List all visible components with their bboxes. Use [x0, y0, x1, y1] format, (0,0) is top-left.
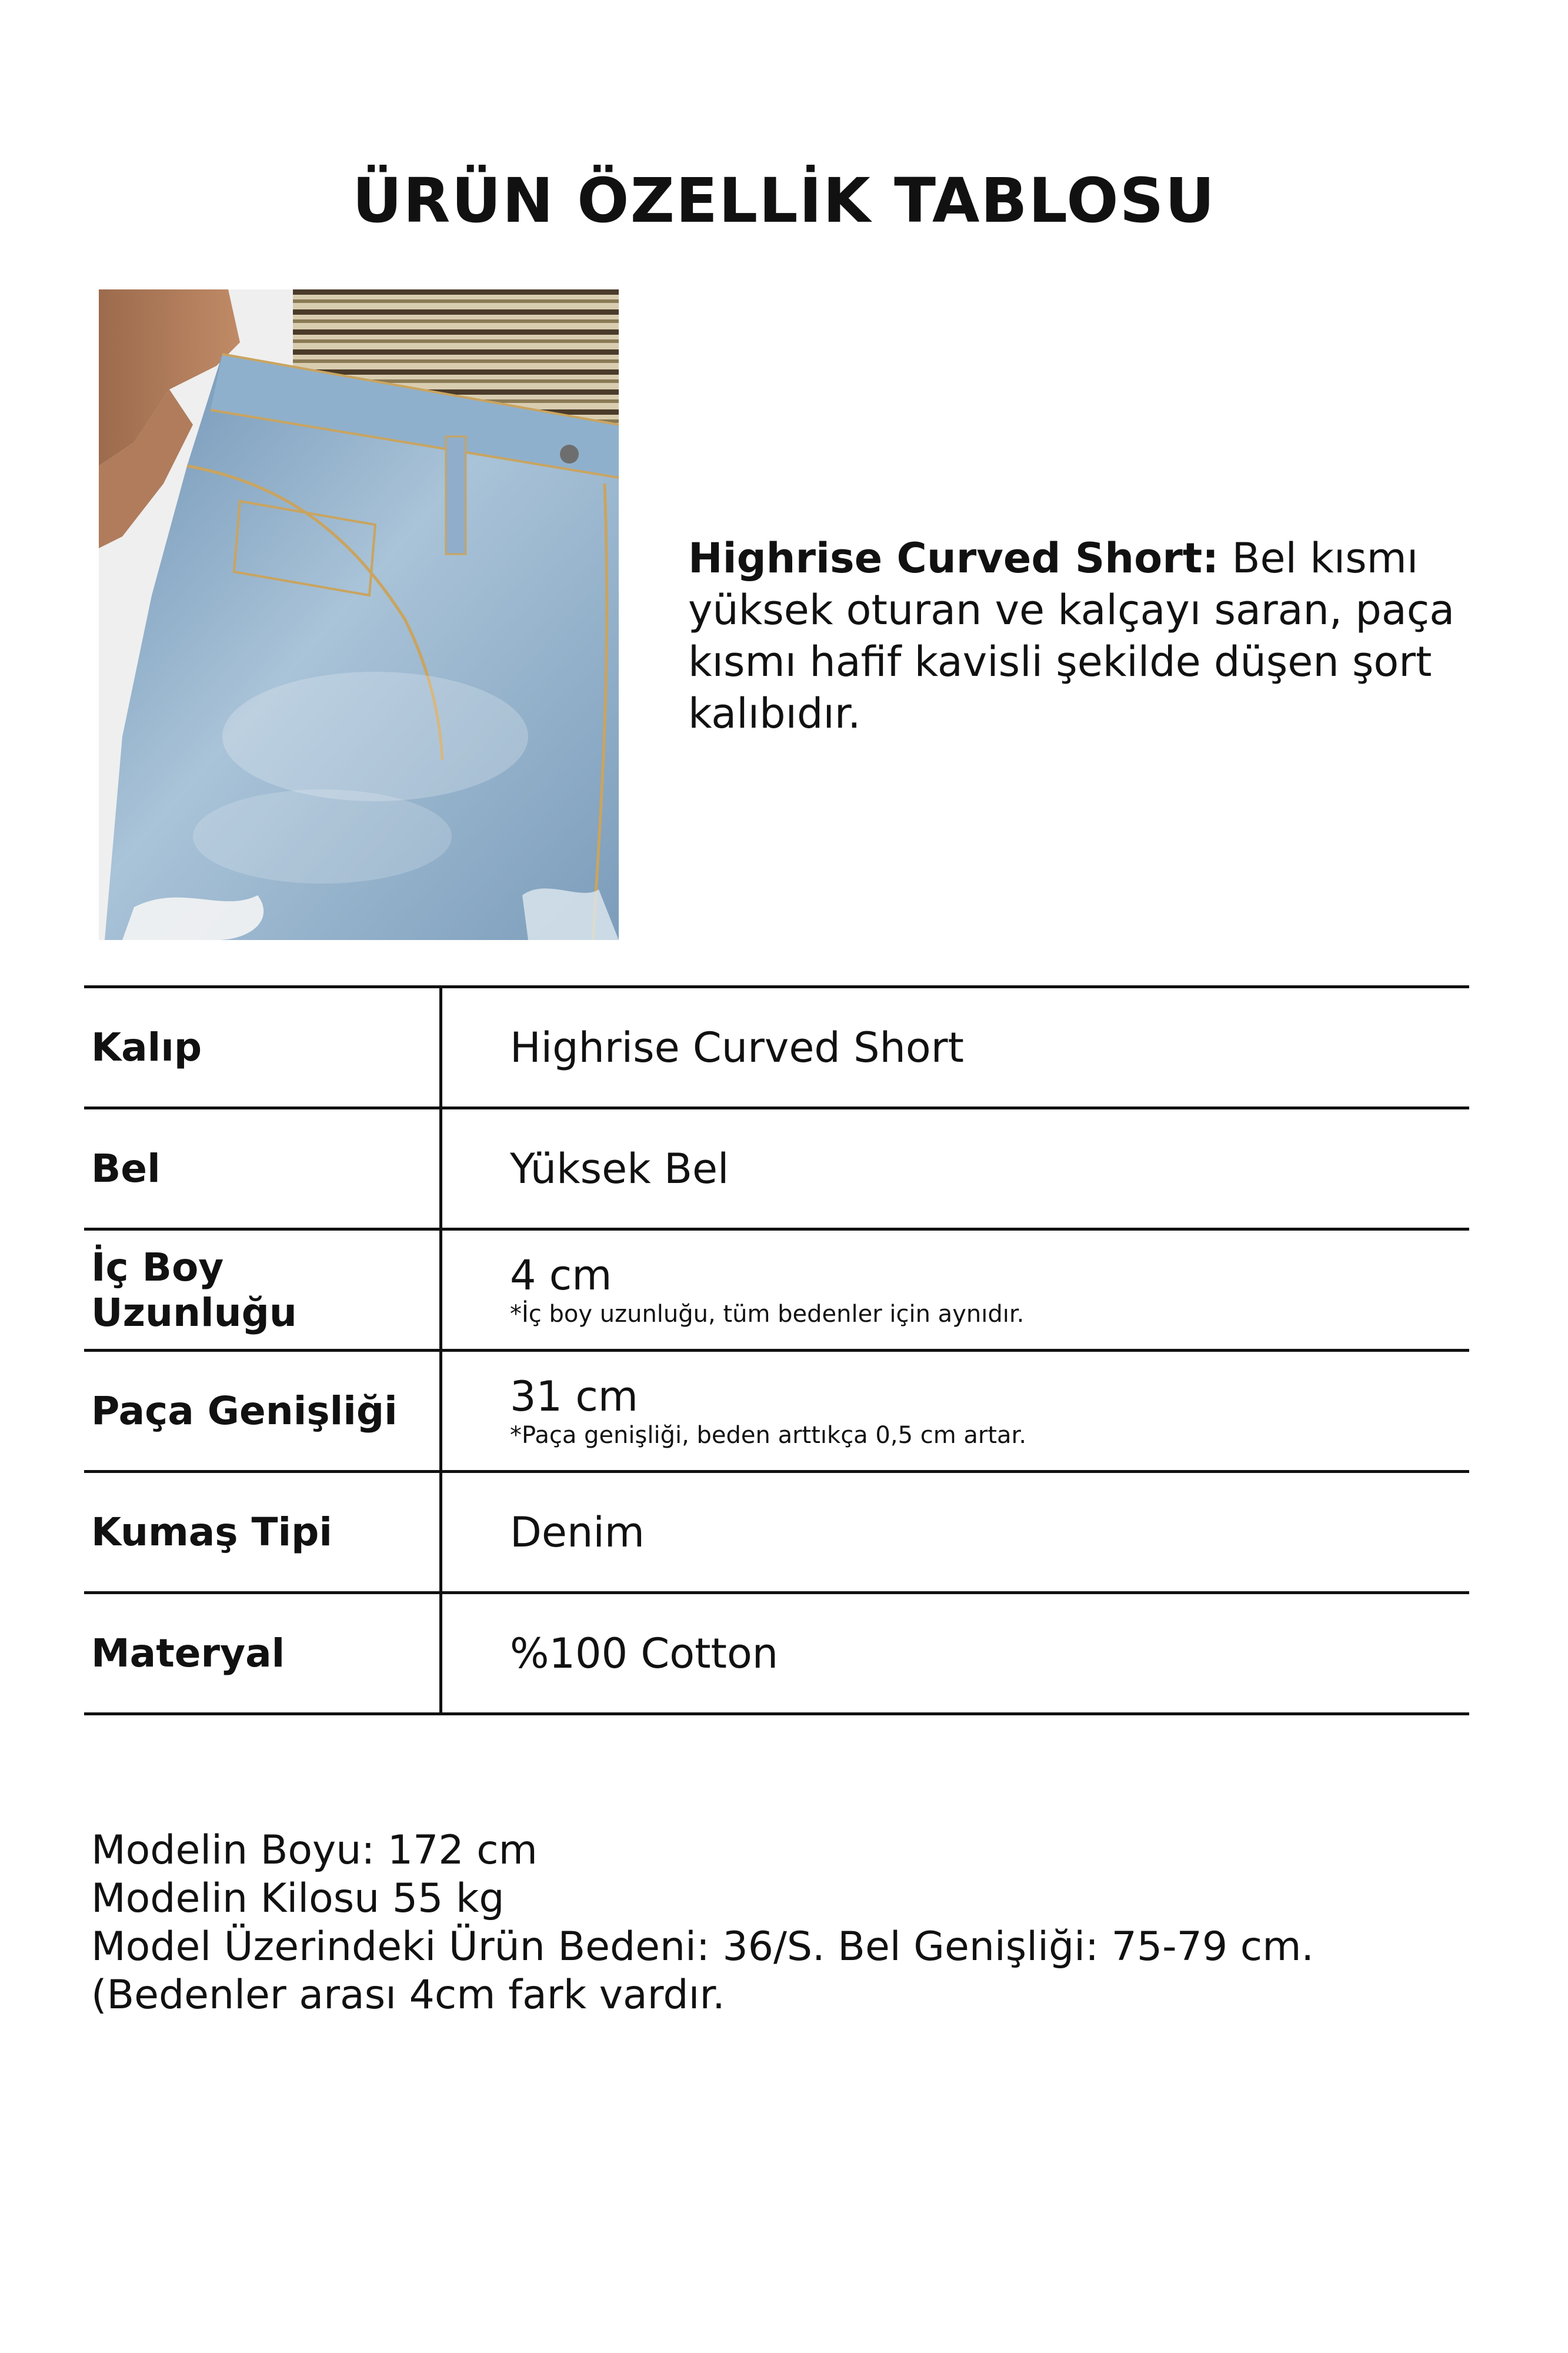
spec-value: 4 cm	[510, 1251, 612, 1299]
spec-label: Materyal	[84, 1593, 441, 1714]
denim-shorts-photo-icon	[99, 289, 619, 940]
spec-value-cell	[441, 1108, 1470, 1229]
spec-label: İç Boy Uzunluğu	[84, 1229, 441, 1351]
table-row	[84, 987, 1469, 1108]
spec-label: Kalıp	[84, 987, 441, 1108]
spec-label: Bel	[84, 1108, 441, 1229]
page-title: ÜRÜN ÖZELLİK TABLOSU	[352, 165, 1216, 236]
spec-value-cell	[441, 987, 1470, 1108]
table-row	[84, 1351, 1469, 1472]
spec-value-cell	[441, 1593, 1470, 1714]
spec-label: Kumaş Tipi	[84, 1472, 441, 1593]
spec-label: Paça Genişliği	[84, 1351, 441, 1472]
model-size: Model Üzerindeki Ürün Bedeni: 36/S. Bel Genişliği: 75-79 cm. (Bedenler arası 4cm fark vardır.	[91, 1924, 1315, 2018]
table-row	[84, 1593, 1469, 1714]
spec-value: Yüksek Bel	[510, 1144, 729, 1193]
product-photo	[99, 289, 619, 940]
spec-value-cell	[441, 1472, 1470, 1593]
table-row	[84, 1472, 1469, 1593]
spec-value: Denim	[510, 1508, 645, 1557]
spec-value-cell	[441, 1351, 1470, 1472]
spec-value: Highrise Curved Short	[510, 1023, 964, 1072]
fit-description-lead: Highrise Curved Short:	[688, 534, 1219, 582]
spec-table	[84, 985, 1469, 1715]
spec-note: *İç boy uzunluğu, tüm bedenler için aynıdır.	[510, 1300, 1025, 1328]
spec-value: 31 cm	[510, 1372, 638, 1421]
model-height: Modelin Boyu: 172 cm	[91, 1827, 538, 1874]
fit-description-text: Bel kısmı yüksek oturan ve kalçayı saran, paça kısmı hafif kavisli şekilde düşen şort kalıbıdır.	[688, 534, 1455, 738]
fit-description	[688, 532, 1512, 739]
spec-value: %100 Cotton	[510, 1629, 779, 1678]
table-row	[84, 1108, 1469, 1229]
model-info	[91, 1827, 1473, 2019]
model-weight: Modelin Kilosu 55 kg	[91, 1875, 505, 1922]
spec-note: *Paça genişliği, beden arttıkça 0,5 cm artar.	[510, 1421, 1027, 1449]
table-row	[84, 1229, 1469, 1351]
spec-value-cell	[441, 1229, 1470, 1351]
